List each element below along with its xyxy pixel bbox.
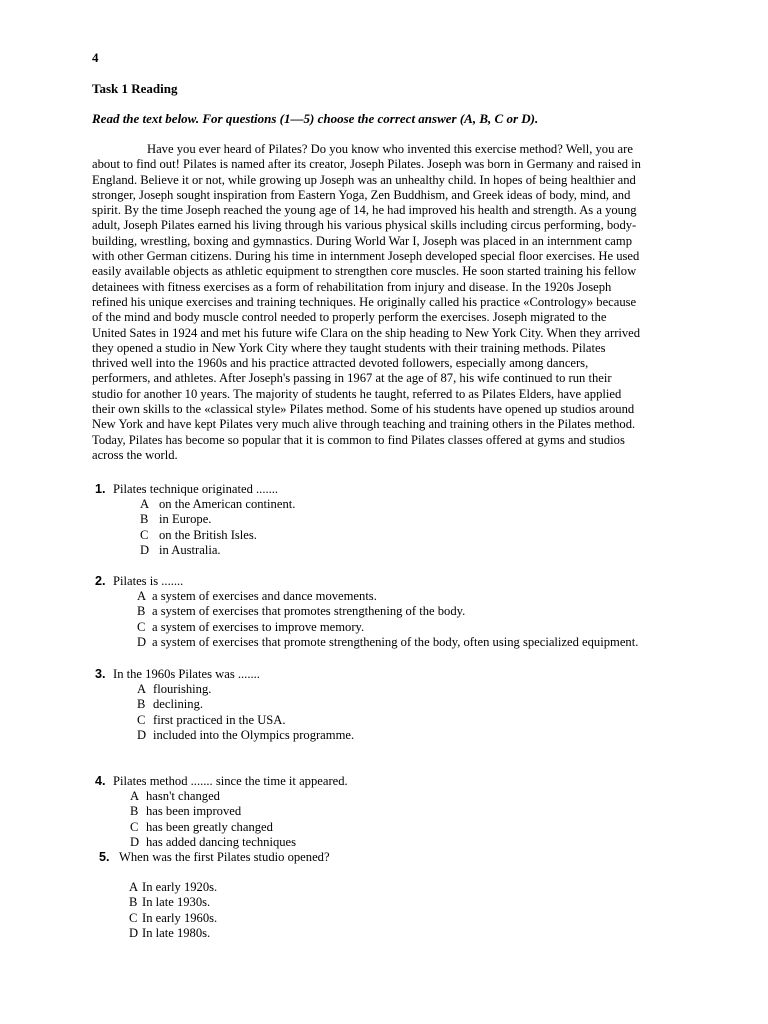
question-stem (99, 850, 330, 865)
option-text: on the British Isles. (159, 527, 257, 542)
question-text: Pilates technique originated ....... (113, 482, 279, 496)
option-letter: B (140, 512, 149, 527)
option-letter: B (130, 804, 139, 819)
option-text: declining. (153, 697, 204, 712)
answer-option-a (95, 497, 295, 512)
question-stem (95, 774, 348, 789)
answer-option-c (95, 713, 354, 728)
option-letter: B (137, 697, 146, 712)
question-stem (95, 574, 638, 589)
option-letter: D (130, 834, 140, 849)
option-letter: D (140, 542, 150, 557)
option-text: a system of exercises that promote strengthening of the body, often using specialized equipment. (152, 634, 639, 649)
answer-option-b (95, 697, 354, 712)
option-text: In early 1960s. (142, 910, 218, 925)
passage-line: with other German citizens. During his time in internment Joseph developed special floor exercises. He used (92, 249, 640, 264)
passage-line: detainees with fitness exercises as a form of rehabilitation from injury and disease. In the 1920s Joseph (92, 279, 612, 294)
passage-line: easily available objects as athletic equipment to strengthen core muscles. He soon started training his fellow (92, 264, 637, 279)
question-number: 3. (95, 667, 106, 681)
option-text: hasn't changed (146, 789, 220, 804)
option-letter: C (129, 910, 138, 925)
question-2 (95, 574, 638, 650)
answer-option-d (99, 926, 330, 941)
option-text: has been greatly changed (146, 819, 273, 834)
answer-option-d (95, 635, 638, 650)
option-letter: B (137, 604, 146, 619)
answer-option-a (95, 789, 348, 804)
answer-option-c (99, 911, 330, 926)
question-number: 1. (95, 482, 106, 496)
answer-option-d (95, 835, 348, 850)
option-text: in Europe. (159, 512, 212, 527)
option-text: included into the Olympics programme. (153, 727, 355, 742)
question-text: Pilates method ....... since the time it appeared. (113, 774, 348, 788)
answer-option-b (95, 512, 295, 527)
passage-line: refined his unique exercises and training techniques. He originally called his practice «Contrology» because (92, 294, 637, 309)
passage-line: thrived well into the 1960s and his practice attracted devoted followers, especially among dancers, (92, 356, 589, 371)
option-letter: C (137, 712, 146, 727)
option-letter: C (137, 619, 146, 634)
option-letter: A (137, 682, 147, 697)
option-text: a system of exercises and dance movements. (152, 589, 377, 604)
option-text: a system of exercises to improve memory. (152, 619, 365, 634)
question-number: 5. (99, 850, 110, 864)
option-letter: C (140, 527, 149, 542)
passage-line: about to find out! Pilates is named after its creator, Joseph Pilates. Joseph was born in Germany and raised in (92, 157, 641, 172)
option-text: flourishing. (153, 682, 212, 697)
passage-line: New York and have kept Pilates very much alive through teaching and training others in the Pilates method. (92, 417, 636, 432)
option-letter: A (137, 589, 147, 604)
option-letter: D (129, 925, 139, 940)
answer-option-c (95, 528, 295, 543)
task-title: Task 1 Reading (92, 81, 178, 96)
answer-option-a (95, 682, 354, 697)
option-text: first practiced in the USA. (153, 712, 286, 727)
option-text: a system of exercises that promotes strengthening of the body. (152, 604, 466, 619)
option-letter: A (129, 880, 139, 895)
question-5 (99, 850, 330, 941)
passage-line: United Sates in 1924 and met his future wife Clara on the ship heading to New York City. When they arrived (92, 325, 641, 340)
option-letter: D (137, 634, 147, 649)
passage-line: stronger, Joseph sought inspiration from Eastern Yoga, Zen Buddhism, and Greek ideas of body, mind, and (92, 187, 631, 202)
answer-option-b (99, 895, 330, 910)
question-text: Pilates is ....... (113, 574, 184, 588)
question-text: When was the first Pilates studio opened? (119, 850, 330, 864)
question-3 (95, 667, 354, 743)
question-text: In the 1960s Pilates was ....... (113, 667, 260, 681)
option-text: In late 1930s. (142, 895, 211, 910)
reading-passage (92, 142, 722, 463)
question-number: 4. (95, 774, 106, 788)
question-number: 2. (95, 574, 106, 588)
passage-line: of the mind and body muscle control needed to properly perform the exercises. Joseph migrated to the (92, 310, 607, 325)
option-letter: B (129, 895, 138, 910)
passage-line: Have you ever heard of Pilates? Do you know who invented this exercise method? Well, you are (147, 142, 633, 156)
question-stem (95, 482, 295, 497)
option-letter: A (140, 497, 150, 512)
passage-line: Today, Pilates has become so popular that it is common to find Pilates classes offered at gyms and studios (92, 432, 625, 447)
option-text: In late 1980s. (142, 925, 211, 940)
answer-option-b (95, 804, 348, 819)
passage-line: their own skills to the «classical style» Pilates method. Some of his students have opened up studios around (92, 402, 635, 417)
passage-line: England. Believe it or not, while growing up Joseph was an unhealthy child. In hopes of being healthier and (92, 172, 636, 187)
option-letter: A (130, 789, 140, 804)
option-text: has been improved (146, 804, 242, 819)
question-4 (95, 774, 348, 850)
question-1 (95, 482, 295, 558)
passage-line: performers, and athletes. After Joseph's passing in 1967 at the age of 87, his wife continued to run their (92, 371, 612, 386)
answer-option-a (99, 880, 330, 895)
option-letter: D (137, 727, 147, 742)
option-text: has added dancing techniques (146, 834, 297, 849)
answer-option-a (95, 589, 638, 604)
passage-line: studio for another 10 years. The majority of students he taught, referred to as Pilates Elders, have applied (92, 386, 622, 401)
question-stem (95, 667, 354, 682)
passage-line: spirit. By the time Joseph reached the young age of 14, he had improved his health and strength. As a young (92, 203, 637, 218)
option-letter: C (130, 819, 139, 834)
instructions: Read the text below. For questions (1—5) choose the correct answer (A, B, C or D). (92, 111, 539, 126)
answer-option-c (95, 620, 638, 635)
option-text: on the American continent. (159, 497, 296, 512)
answer-options (99, 880, 330, 941)
passage-line: across the world. (92, 447, 178, 462)
passage-line: adult, Joseph Pilates earned his living through his various physical skills including circus performing, body- (92, 218, 637, 233)
page-number: 4 (92, 50, 99, 65)
option-text: in Australia. (159, 542, 221, 557)
passage-line: building, wrestling, boxing and gymnastics. During World War I, Joseph was placed in an internment camp (92, 233, 632, 248)
option-text: In early 1920s. (142, 880, 218, 895)
answer-option-d (95, 543, 295, 558)
answer-option-d (95, 728, 354, 743)
passage-line: they opened a studio in New York City where they taught students with their training methods. Pilates (92, 340, 606, 355)
answer-option-c (95, 820, 348, 835)
answer-option-b (95, 604, 638, 619)
